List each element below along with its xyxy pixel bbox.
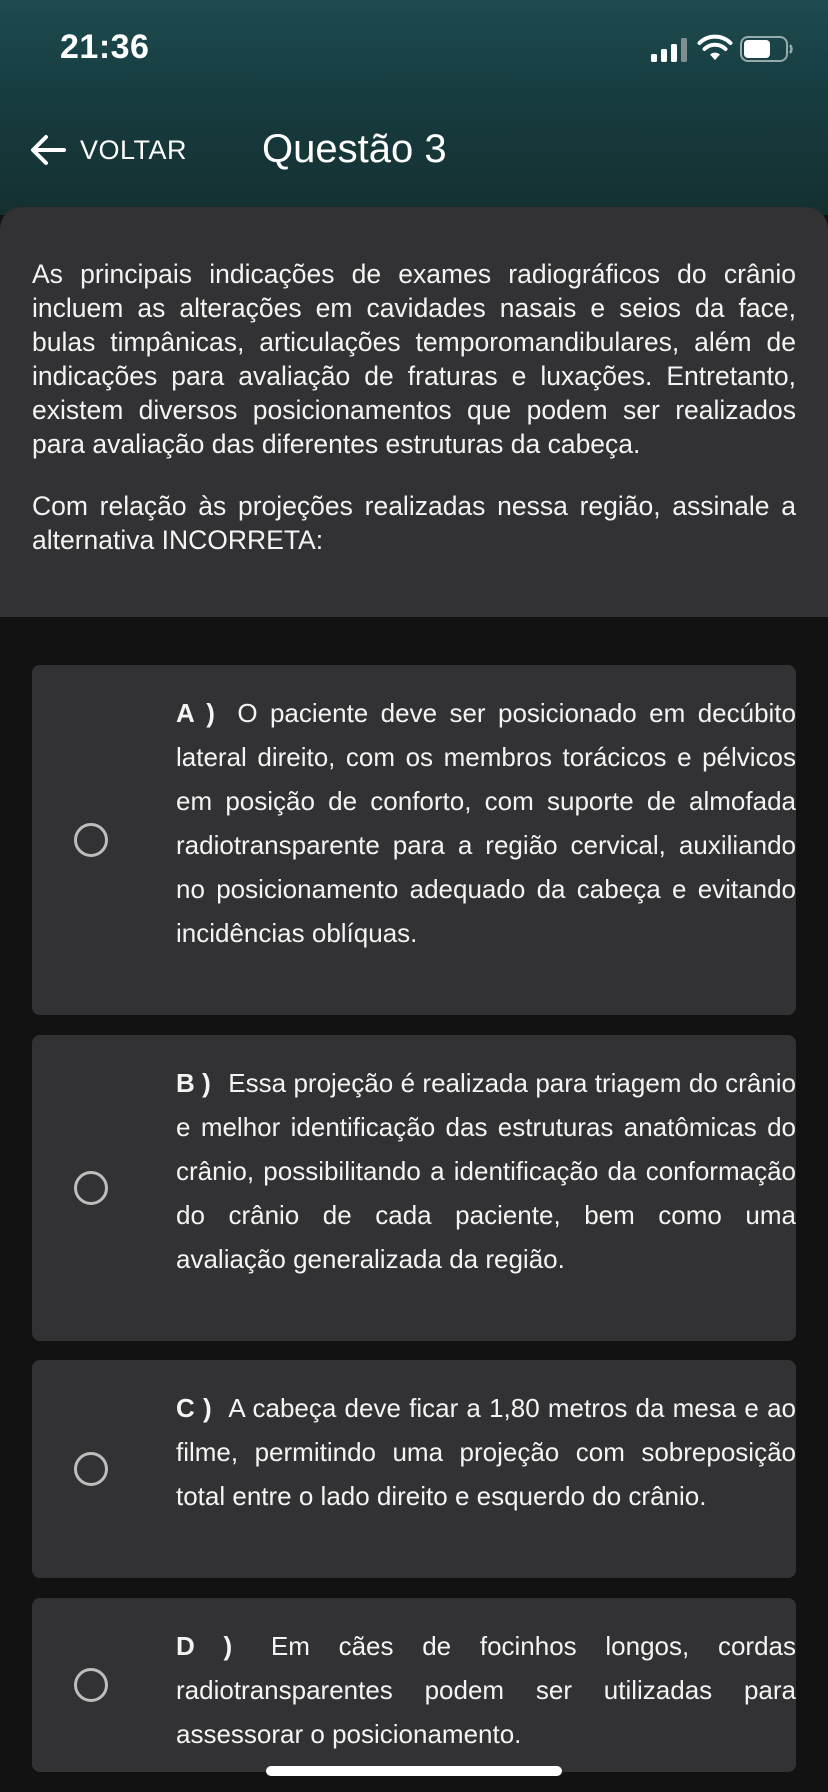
option-d-content: [176, 1624, 796, 1756]
arrow-left-icon: [28, 130, 68, 170]
page-title: Questão 3: [262, 127, 447, 171]
option-d-radio[interactable]: [74, 1668, 108, 1702]
question-statement: As principais indicações de exames radiográficos do crânio incluem as alterações em cavidades nasais e seios da face, bulas timpânicas, articulações temporomandibulares, além de indicações para avaliação de fraturas e luxações. Entretanto, existem diversos posicionamentos que podem ser realizados para avaliação das diferentes estruturas da cabeça.: [32, 259, 796, 459]
option-b-text: Essa projeção é realizada para triagem do crânio e melhor identificação das estruturas anatômicas do crânio, possibilitando a identificação da conformação do crânio de cada paciente, bem como uma avaliação generalizada da região.: [176, 1068, 796, 1274]
question-prompt: Com relação às projeções realizadas nessa região, assinale a alternativa INCORRETA:: [32, 491, 796, 555]
option-c-radio[interactable]: [74, 1452, 108, 1486]
option-d-letter: D ): [176, 1631, 233, 1661]
cellular-signal-icon: [651, 38, 691, 62]
option-b-content: [176, 1061, 796, 1281]
wifi-icon: [697, 34, 733, 62]
option-d-text: Em cães de focinhos longos, cordas radiotransparentes podem ser utilizadas para assessorar o posicionamento.: [176, 1631, 796, 1749]
navigation-bar: [0, 115, 828, 185]
back-button[interactable]: [28, 125, 187, 175]
header: [0, 0, 828, 215]
option-a-radio[interactable]: [74, 823, 108, 857]
option-b-radio[interactable]: [74, 1171, 108, 1205]
option-b-letter: B ): [176, 1068, 211, 1098]
option-d[interactable]: [32, 1598, 796, 1772]
battery-icon: [740, 36, 794, 62]
option-c-text: A cabeça deve ficar a 1,80 metros da mesa e ao filme, permitindo uma projeção com sobreposição total entre o lado direito e esquerdo do crânio.: [176, 1393, 796, 1511]
option-a-text: O paciente deve ser posicionado em decúbito lateral direito, com os membros torácicos e pélvicos em posição de conforto, com suporte de almofada radiotransparente para a região cervical, auxiliando no posicionamento adequado da cabeça e evitando incidências oblíquas.: [176, 698, 796, 948]
option-c-letter: C ): [176, 1393, 212, 1423]
option-c[interactable]: [32, 1360, 796, 1578]
option-c-content: [176, 1386, 796, 1518]
option-a[interactable]: [32, 665, 796, 1015]
home-indicator: [266, 1766, 562, 1776]
option-a-content: [176, 691, 796, 955]
back-button-label: VOLTAR: [80, 134, 188, 165]
status-time: 21:36: [60, 28, 150, 66]
option-a-letter: A ): [176, 698, 215, 728]
option-b[interactable]: [32, 1035, 796, 1341]
question-card: [0, 207, 828, 617]
status-bar: [0, 0, 828, 100]
